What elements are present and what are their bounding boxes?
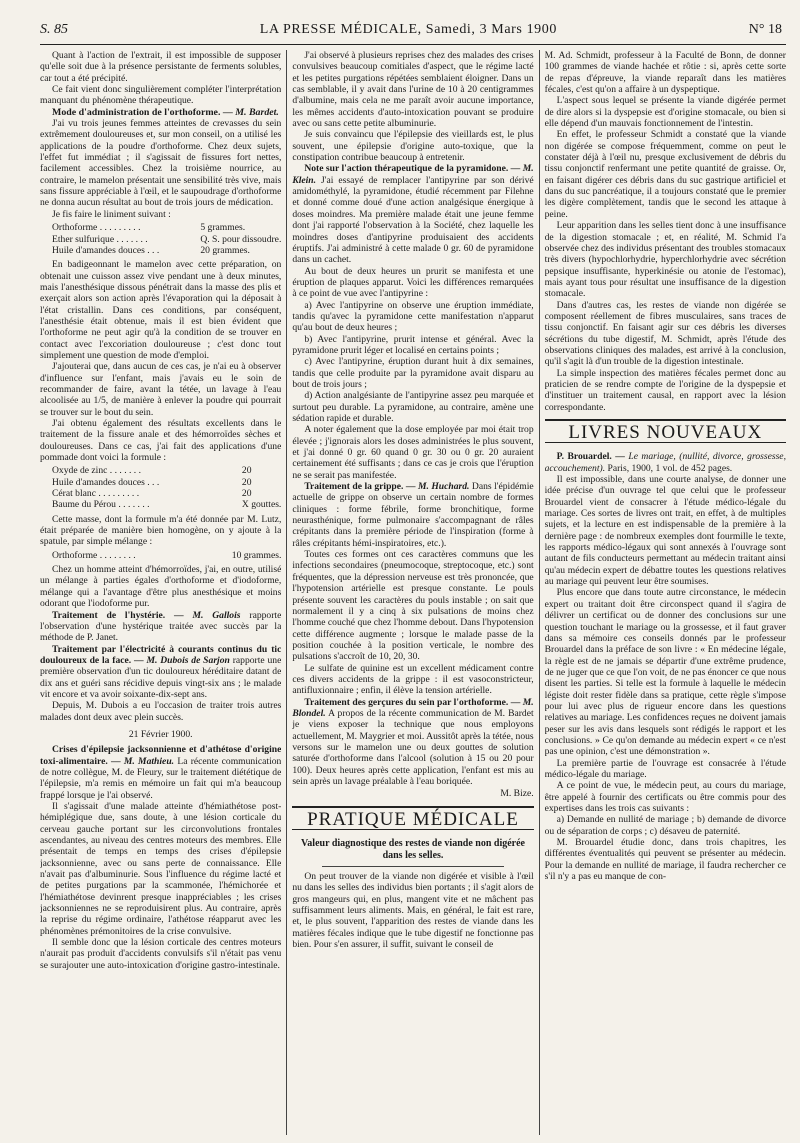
- list-item: c) Avec l'antipyrine, éruption durant huit à dix semaines, tandis que celle produite par la pyramidone avait disparu au bout de trois jours ;: [292, 356, 534, 390]
- paragraph: Leur apparition dans les selles tient donc à une insuffisance de la digestion stomacale ; et, en réalité, M. Schmid l'a observée chez des individus présentant des troubles stomacaux très divers (hypochlorhydrie, hyperchlorhydrie avec sécrétion pepsique insuffisante, hyperkinésie ou atonie de l'estomac), mais ayant tous pour résultat une insuffisance de la digestion stomacale.: [544, 220, 786, 300]
- section-paragraph: Traitement des gerçures du sein par l'orthoforme. — M. Blondel. A propos de la récente communication de M. Bardet je viens exposer la technique que nous employons actuellement, M. Maygrier et moi. Aussitôt après la tétée, nous versons sur le mamelon une ou deux gouttes de solution saturée d'orthoforme dans l'alcool (solution à 15 ou 20 pour 100). Deux heures après cette application, l'enfant est mis au sein après un lavage préalable à l'eau boriquée.: [292, 696, 534, 787]
- column-3: [545, 50, 786, 1135]
- issue-number: N° 18: [748, 22, 782, 37]
- paragraph: J'ai obtenu également des résultats excellents dans le traitement de la fissure anale et des hémorroïdes sèches et douloureuses. Dans ce cas, j'ai fait des applications d'une pommade dont voici la formule :: [40, 418, 282, 464]
- paragraph: Il semble donc que la lésion corticale des centres moteurs n'aurait pas produit d'accidents convulsifs s'il n'était pas venu se surajouter une auto-intoxication d'origine gastro-intestinale.: [40, 937, 282, 971]
- paragraph: J'ajouterai que, dans aucun de ces cas, je n'ai eu à observer d'influence sur l'enfant, mais j'avais eu le soin de recommander de faire, avant la tétée, un lavage à l'eau alcoolisée au 1/5, de manière à enlever la poudre qui pourrait se trouver sur le bout du sein.: [40, 361, 282, 418]
- section-heading: Mode d'administration de l'orthoforme. — M. Bardet.: [52, 106, 279, 118]
- paragraph: Quant à l'action de l'extrait, il est impossible de supposer qu'elle soit due à la présence persistante de ferments solubles, car tout a été précipité.: [40, 50, 282, 84]
- formula-liniment: Orthoforme . . . . . . . . . 5 grammes. Ether sulfurique . . . . . . . Q. S. pour dissoudre. Huile d'amandes douces . . . 20 grammes.: [52, 222, 282, 256]
- list-item: a) Demande en nullité de mariage ; b) demande de divorce ou de séparation de corps ; c) désaveu de paternité.: [544, 814, 786, 837]
- columns: [40, 50, 786, 1135]
- paragraph: Chez un homme atteint d'hémorroïdes, j'ai, en outre, utilisé un mélange à parties égales d'orthoforme et d'iodoforme, mélange qui a l'avantage d'être plus anesthésique et moins odorant que l'iodoforme pur.: [40, 564, 282, 610]
- session-date: 21 Février 1900.: [128, 728, 193, 740]
- paragraph: Dans d'autres cas, les restes de viande non digérée se composent réellement de fibres musculaires, sans traces de tissu conjonctif. En faisant agir sur ces débris les diverses sécrétions du tube digestif, M. Schmidt, après l'étude des observations cliniques des malades, est arrivé à la conclusion, qu'il s'agit là d'un trouble de la digestion intestinale.: [544, 299, 786, 368]
- section-paragraph: Traitement de l'hystérie. — M. Gallois rapporte l'observation d'une hystérique traitée avec succès par la méthode de P. Janet.: [40, 609, 282, 644]
- paragraph: La simple inspection des matières fécales permet donc au praticien de se rendre compte de l'origine de la dyspepsie et d'instituer un traitement causal, en rapport avec la lésion correspondante.: [544, 367, 786, 413]
- column-divider: [286, 50, 287, 1135]
- paragraph: Cette masse, dont la formule m'a été donnée par M. Lutz, était préparée de manière bien homogène, on y ajoute à la spatule, par simple mélange :: [40, 513, 282, 548]
- paragraph: Au bout de deux heures un prurit se manifesta et une éruption de plaques apparut. Voici les différences remarquées à ce point de vue avec l'antipyrine :: [292, 265, 534, 300]
- column-2: [292, 50, 533, 1135]
- paragraph: Ce fait vient donc singulièrement compléter l'interprétation manquant du phénomène thérapeutique.: [40, 84, 282, 107]
- paragraph: A noter également que la dose employée par moi était trop élevée ; j'ignorais alors les doses administrées le plus souvent, et j'ai donné 0 gr. 60 quand 0 gr. 30 ou 0 gr. 20 auraient certainement été suffisants ; dans ce cas je crois que l'éruption ne se serait pas manifestée.: [292, 424, 534, 481]
- paragraph: Plus encore que dans toute autre circonstance, le médecin expert ou traitant doit être circonspect quand il s'agira de délivrer un certificat ou de donner des conclusions sur une question touchant le mariage ou la grossesse, et il faut graver dans sa mémoire ces conseils donnés par le professeur Brouardel dans la préface de son livre : « En médecine légale, la règle est de ne jamais se départir d'une extrême prudence, de ne juger que ce que l'on voit, de ne pas énoncer ce que nous disent les parties. Si telle est la formule à laquelle le médecin légiste doit rester fidèle dans sa pratique, cette règle s'impose pour lui avec plus de rigueur encore dans les questions relatives au mariage. Les confidences reçues ne doivent jamais peser sur les avis dans lesquels sont rédigés le rapport et les conclusions. » Ce qu'on demande au médecin expert « ce n'est pas une opinion, c'est une démonstration ».: [544, 587, 786, 758]
- paragraph: Il est impossible, dans une courte analyse, de donner une idée précise d'un ouvrage tel que celui que le professeur Brouardel vient de consacrer à l'étude médico-légale du mariage. Ces sortes de livres ont trait, en effet, à de multiples sujets, et la lecture en est indispensable de la première à la dernière page : de nombreux exemples dont fourmille le texte, les rapports médico-légaux qui sont annexés à l'ouvrage sont autant de fils conducteurs permettant au médecin traitant ainsi qu'au médecin expert de débattre toutes les questions relatives au mariage qui peuvent leur être soumises.: [544, 474, 786, 588]
- list-item: b) Avec l'antipyrine, prurit intense et général. Avec la pyramidone prurit léger et localisé en certains points ;: [292, 333, 534, 356]
- paragraph: A ce point de vue, le médecin peut, au cours du mariage, être appelé à fournir des certificats ou être commis pour des expertises dans les trois cas suivants :: [544, 780, 786, 814]
- formula-pommade: Oxyde de zinc . . . . . . . 20 Huile d'amandes douces . . . 20 Cérat blanc . . . . . . . . . 20 Baume du Pérou . . . . . . . X gouttes.: [52, 465, 282, 511]
- section-banner-livres: LIVRES NOUVEAUX: [545, 419, 786, 443]
- section-paragraph: Note sur l'action thérapeutique de la pyramidone. — M. Klein. J'ai essayé de remplacer l'antipyrine par son dérivé amidométhylé, la pyramidone, étudié récemment par Filehne et donné comme doué d'une action analgésique énergique à doses moindres. Ma première malade était une jeune femme dont j'ai rapporté l'observation à la Société, chez laquelle les moindres doses d'antipyrine produisaient des accidents éruptifs. J'ai administré à cette malade 0 gr. 60 de pyramidone dans un cachet.: [292, 163, 534, 266]
- section-paragraph: Traitement de la grippe. — M. Huchard. Dans l'épidémie actuelle de grippe on observe un certain nombre de formes cliniques : forme fébrile, forme bronchitique, forme neurasthénique, forme pulmonaire s'accompagnant de râles crépitants dans la première période de l'inspiration (forme à râles crépitants hémi-inspiratoires, etc.).: [292, 481, 534, 549]
- paragraph: Le sulfate de quinine est un excellent médicament contre ces divers accidents de la grippe : il est vasoconstricteur, antifluxionnaire ; enfin, il élève la tension artérielle.: [292, 662, 534, 697]
- paragraph: En badigeonnant le mamelon avec cette préparation, on obtenait une cuisson assez vive pendant une à deux minutes, mais l'anesthésique dissous pénétrait dans la masse des plis et exerçait alors son action après l'évaporation qui la déposait à l'état cristallin. Dans ces conditions, par conséquent, l'anesthésie était obtenue, mais il est bien évident que l'orthoforme ne peut agir qu'à la condition de se trouver en contact avec l'excoriation douloureuse ; c'est donc tout simplement une question de mode d'emploi.: [40, 259, 282, 361]
- section-paragraph: Crises d'épilepsie jacksonnienne et d'athétose d'origine toxi-alimentaire. — M. Mathieu. La récente communication de notre collègue, M. de Fleury, sur le traitement diététique de l'épilepsie, m'a remis en mémoire un fait qui m'a beaucoup frappé lorsque je l'ai observé.: [40, 744, 282, 801]
- paragraph: En effet, le professeur Schmidt a constaté que la viande non digérée se compose fréquemment, comme on peut le constater déjà à l'œil nu, presque exclusivement de débris du tissu conjonctif renfermant une petite quantité de graisse. Or, en faisant digérer ces débris dans du suc gastrique artificiel et dans du suc pancréatique, il a toujours constaté que le premier les digère complètement, tandis que le second les attaque à peine.: [544, 129, 786, 220]
- running-header: [40, 22, 782, 42]
- list-item: a) Avec l'antipyrine on observe une éruption immédiate, tandis qu'avec la pyramidone cette manifestation n'apparut qu'au bout de deux heures ;: [292, 299, 534, 334]
- paragraph: J'ai observé à plusieurs reprises chez des malades des crises convulsives beaucoup comitiales d'aspect, que le régime lacté et les petites purgations répétées semblaient éloigner. Dans un cas semblable, il y avait dans l'urine de 10 à 20 centigrammes d'albumine, mais cela ne me paraît avoir aucune importance, les mêmes accidents d'auto-intoxication pouvant se produire avec ou sans cette petite albuminurie.: [292, 50, 534, 130]
- title-rule: [322, 866, 503, 867]
- paragraph: L'aspect sous lequel se présente la viande digérée permet de dire alors si la dyspepsie est d'origine stomacale, ou bien si elle dépend d'un mauvais fonctionnement de l'intestin.: [544, 95, 786, 130]
- paragraph: On peut trouver de la viande non digérée et visible à l'œil nu dans les selles des individus bien portants ; il s'agit alors de gros mangeurs qui, en plus, mangent vite et ne mâchent pas suffisamment leurs aliments. Mais, en général, le fait est rare, et, le plus souvent, l'apparition des restes de viande dans les matières fécales indique que le tube digestif ne fonctionne pas bien. Pour s'en assurer, il suffit, suivant le conseil de: [292, 871, 534, 951]
- column-divider: [539, 50, 540, 1135]
- book-entry: P. Brouardel. — Le mariage, (nullité, divorce, grossesse, accouchement). Paris, 1900, 1 vol. de 452 pages.: [544, 451, 786, 474]
- formula-orthoforme: Orthoforme . . . . . . . . 10 grammes.: [52, 549, 282, 561]
- paragraph: Il s'agissait d'une malade atteinte d'hémiathétose post-hémiplégique due, sans doute, à une lésion corticale du cerveau gauche portant sur les circonvolutions frontales ascendantes, au niveau des centres moteurs des membres. Elle présentait de temps en temps des crises d'épilepsie jacksonnienne, avec ou sans perte de connaissance. Elle n'avait pas d'albuminurie. Sous l'influence du régime lacté et de petites purgations par la scammonée, l'hémichorée et l'hémiathétose devinrent presque inappréciables ; les crises jacksonniennes ne se reproduisirent plus. Au contraire, après la reprise du régime ordinaire, l'athétose réapparut avec les phénomènes prémonitoires de la crise convulsive.: [40, 801, 282, 937]
- paragraph: Je suis convaincu que l'épilepsie des vieillards est, le plus souvent, une épilepsie d'origine auto-toxique, que la constipation contribue beaucoup à entretenir.: [292, 129, 534, 164]
- signature: M. Bize.: [500, 788, 534, 800]
- header-rule: [40, 44, 786, 45]
- journal-title: LA PRESSE MÉDICALE, Samedi, 3 Mars 1900: [259, 22, 557, 37]
- paragraph: Je fis faire le liniment suivant :: [52, 208, 171, 220]
- section-banner-pratique: PRATIQUE MÉDICALE: [292, 806, 533, 830]
- paragraph: Toutes ces formes ont ces caractères communs que les infections secondaires (pneumocoque, streptocoque, etc.) sont fréquentes, que la dépression nerveuse est très prononcée, que l'hypotension artérielle est presque constante. Le pouls présente souvent les caractères du pouls instable ; on sait que normalement il y a cinq à six pulsations de moins chez l'homme couché que chez l'homme debout. Dans l'hypotension cette différence augmente ; lorsque le malade passe de la position couchée à la position verticale, le nombre des pulsations s'accroît de 10, 20, 30.: [292, 549, 534, 663]
- article-title: Valeur diagnostique des restes de viande non digérée dans les selles.: [300, 838, 525, 862]
- paragraph: M. Ad. Schmidt, professeur à la Faculté de Bonn, de donner 100 grammes de viande hachée et rôtie : si, après cette sorte de repas d'épreuve, la viande reparaît dans les matières fécales, c'est qu'on a affaire à un dyspeptique.: [544, 50, 786, 96]
- paragraph: La première partie de l'ouvrage est consacrée à l'étude médico-légale du mariage.: [544, 757, 786, 780]
- paragraph: Depuis, M. Dubois a eu l'occasion de traiter trois autres malades dont deux avec plein succès.: [40, 700, 282, 723]
- list-item: d) Action analgésiante de l'antipyrine assez peu marquée et surtout peu durable. La pyramidone, au contraire, amène une sédation rapide et durable.: [292, 390, 534, 424]
- column-1: [40, 50, 281, 1135]
- section-paragraph: Traitement par l'électricité à courants continus du tic douloureux de la face. — M. Dubois de Sarjon rapporte une première observation d'un tic douloureux héréditaire datant de dix ans et guéri sans récidive depuis vingt-six ans ; le malade vit encore et va avoir soixante-dix-sept ans.: [40, 643, 282, 700]
- paragraph: M. Brouardel étudie donc, dans trois chapitres, les différentes éventualités qui peuvent se présenter au médecin. Pour la demande en nullité de mariage, il faudra rechercher ce s'il n'y a pas eu manque de con-: [544, 837, 786, 883]
- paragraph: J'ai vu trois jeunes femmes atteintes de crevasses du sein extrêmement douloureuses et, sur mon conseil, on a utilisé les applications de la poudre d'orthoforme. Chez deux sujets, l'effet fut immédiat ; il s'agissait de fissures fort nettes, facilement accessibles. Chez la troisième nourrice, au contraire, le mamelon présentait une sensibilité très vive, mais sans fissure appréciable à l'œil, et le saupoudrage d'orthoforme ne donna aucun résultat au bout de trois jours de médication.: [40, 118, 282, 209]
- page-number: S. 85: [40, 22, 68, 37]
